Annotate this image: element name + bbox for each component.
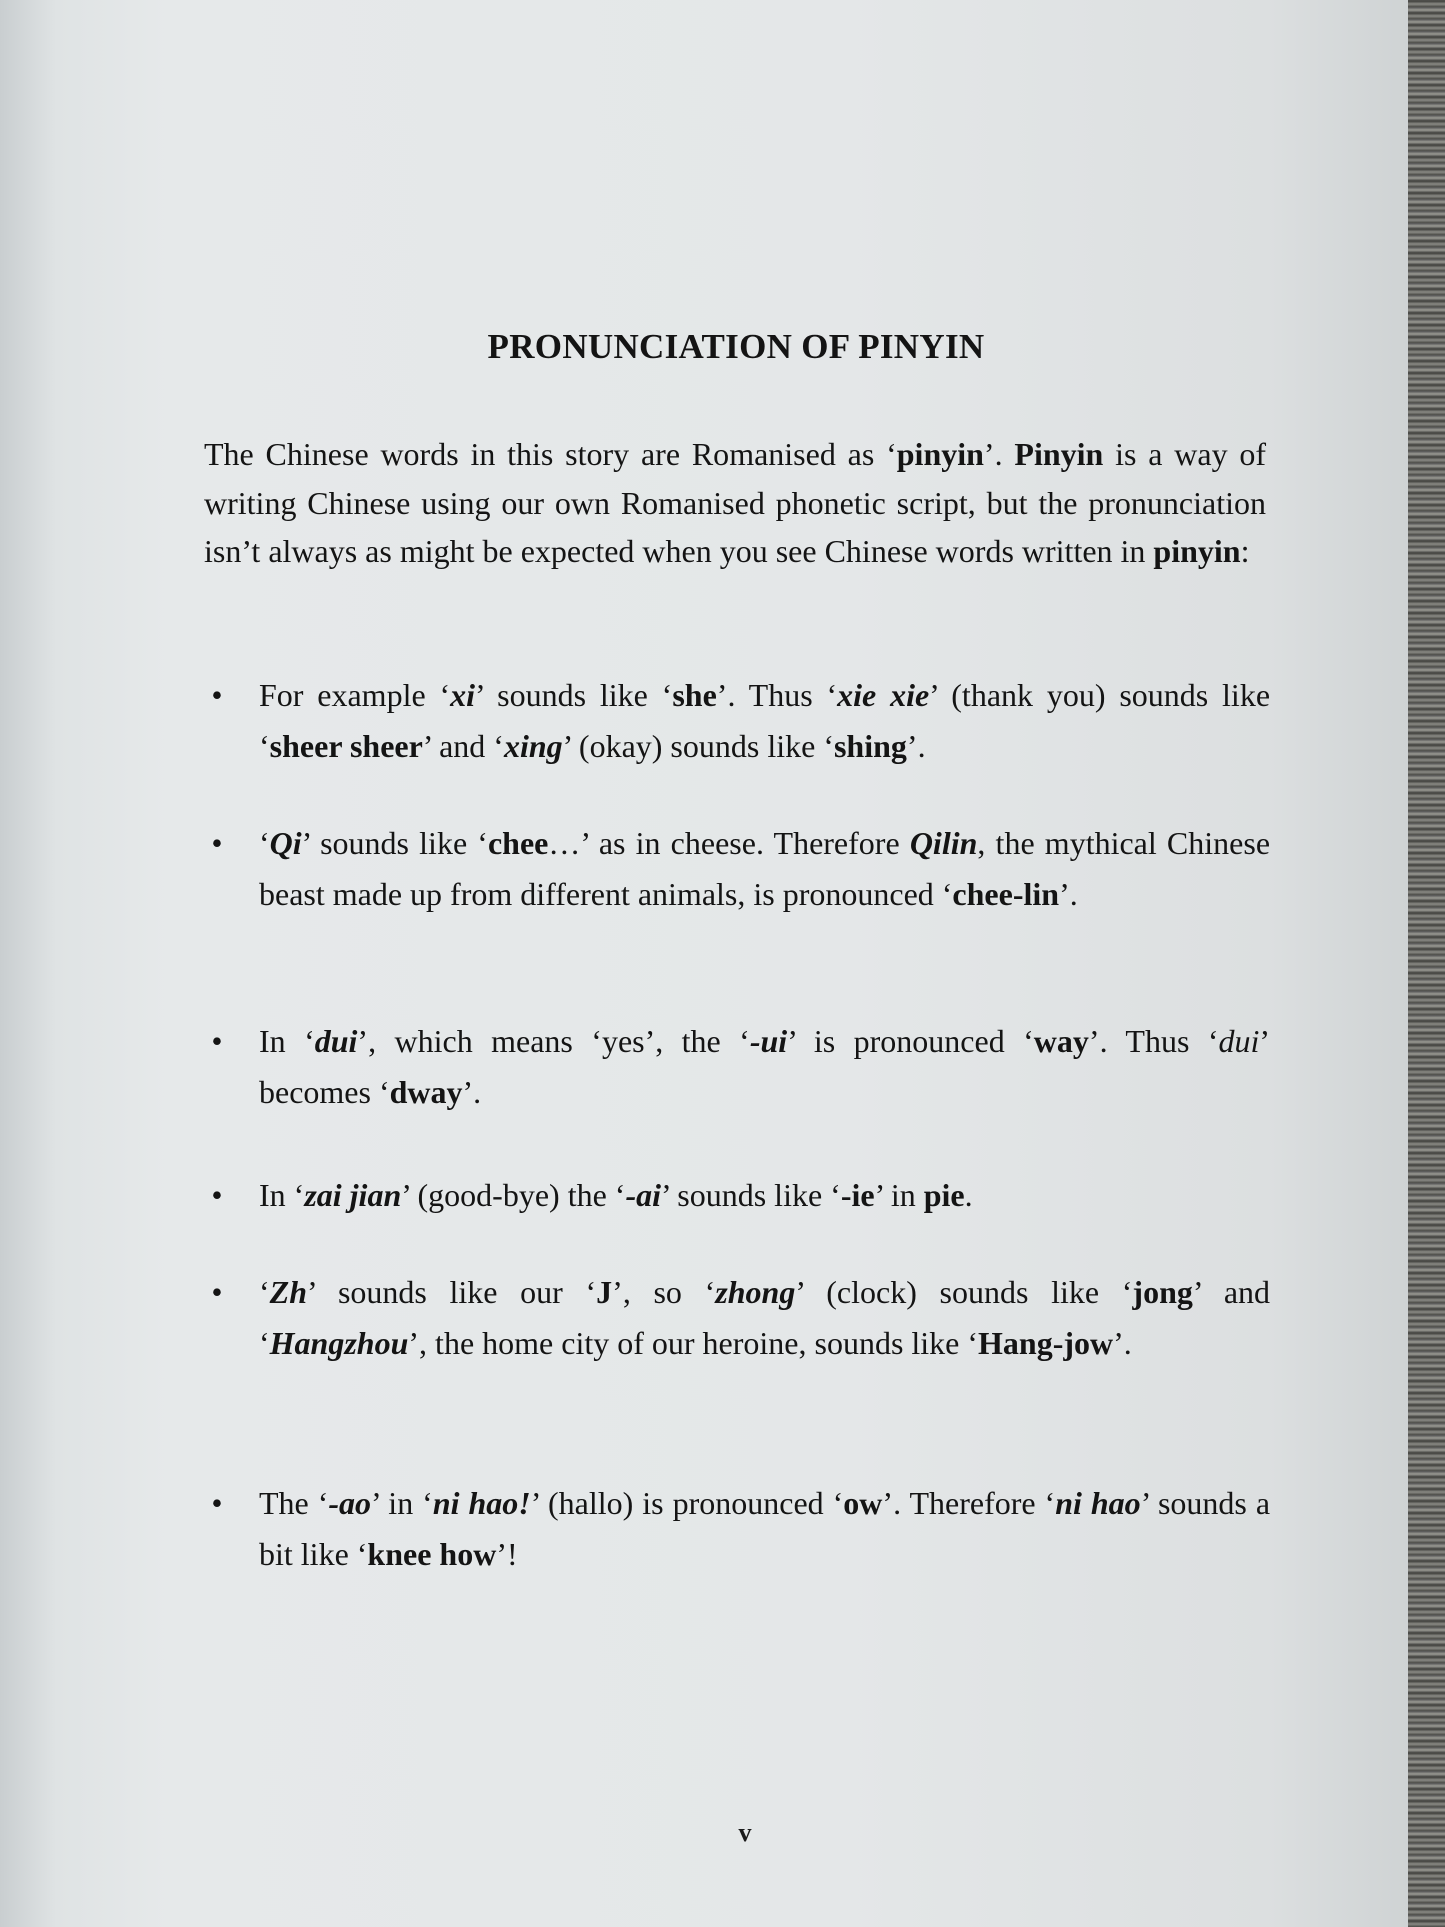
list-item-text: ‘Qi’ sounds like ‘chee…’ as in cheese. Therefore Qilin, the mythical Chinese beast made up from different animals, is pronounced ‘chee-lin’. — [259, 825, 1271, 912]
page-title: PRONUNCIATION OF PINYIN — [487, 327, 985, 366]
list-item — [205, 818, 1270, 920]
list-item-text: In ‘zai jian’ (good-bye) the ‘-ai’ sounds like ‘-ie’ in pie. — [259, 1177, 973, 1213]
list-item-text: For example ‘xi’ sounds like ‘she’. Thus ‘xie xie’ (thank you) sounds like ‘sheer sheer’ and ‘xing’ (okay) sounds like ‘shing’. — [259, 677, 1271, 764]
bullet-icon: • — [211, 1177, 223, 1213]
bullet-icon: • — [211, 1274, 223, 1310]
intro-paragraph: The Chinese words in this story are Romanised as ‘pinyin’. Pinyin is a way of writing Chinese using our own Romanised phonetic script, but the pronunciation isn’t always as might be expected when you see Chinese words written in pinyin: — [204, 436, 1267, 569]
list-item — [205, 1016, 1270, 1118]
bullet-icon: • — [211, 825, 223, 861]
list-item — [205, 1170, 1270, 1221]
background-surface — [1408, 0, 1445, 1927]
list-item — [205, 670, 1270, 772]
list-item — [205, 1267, 1270, 1369]
list-item — [205, 1478, 1270, 1580]
page-number: v — [738, 1818, 752, 1847]
list-item-text: In ‘dui’, which means ‘yes’, the ‘-ui’ is pronounced ‘way’. Thus ‘dui’ becomes ‘dway’. — [259, 1023, 1271, 1110]
list-item-text: The ‘-ao’ in ‘ni hao!’ (hallo) is pronounced ‘ow’. Therefore ‘ni hao’ sounds a bit like ‘knee how’! — [259, 1485, 1271, 1572]
bullet-icon: • — [211, 1485, 223, 1521]
list-item-text: ‘Zh’ sounds like our ‘J’, so ‘zhong’ (clock) sounds like ‘jong’ and ‘Hangzhou’, the home city of our heroine, sounds like ‘Hang-jow’. — [259, 1274, 1271, 1361]
bullet-icon: • — [211, 1023, 223, 1059]
bullet-icon: • — [211, 677, 223, 713]
